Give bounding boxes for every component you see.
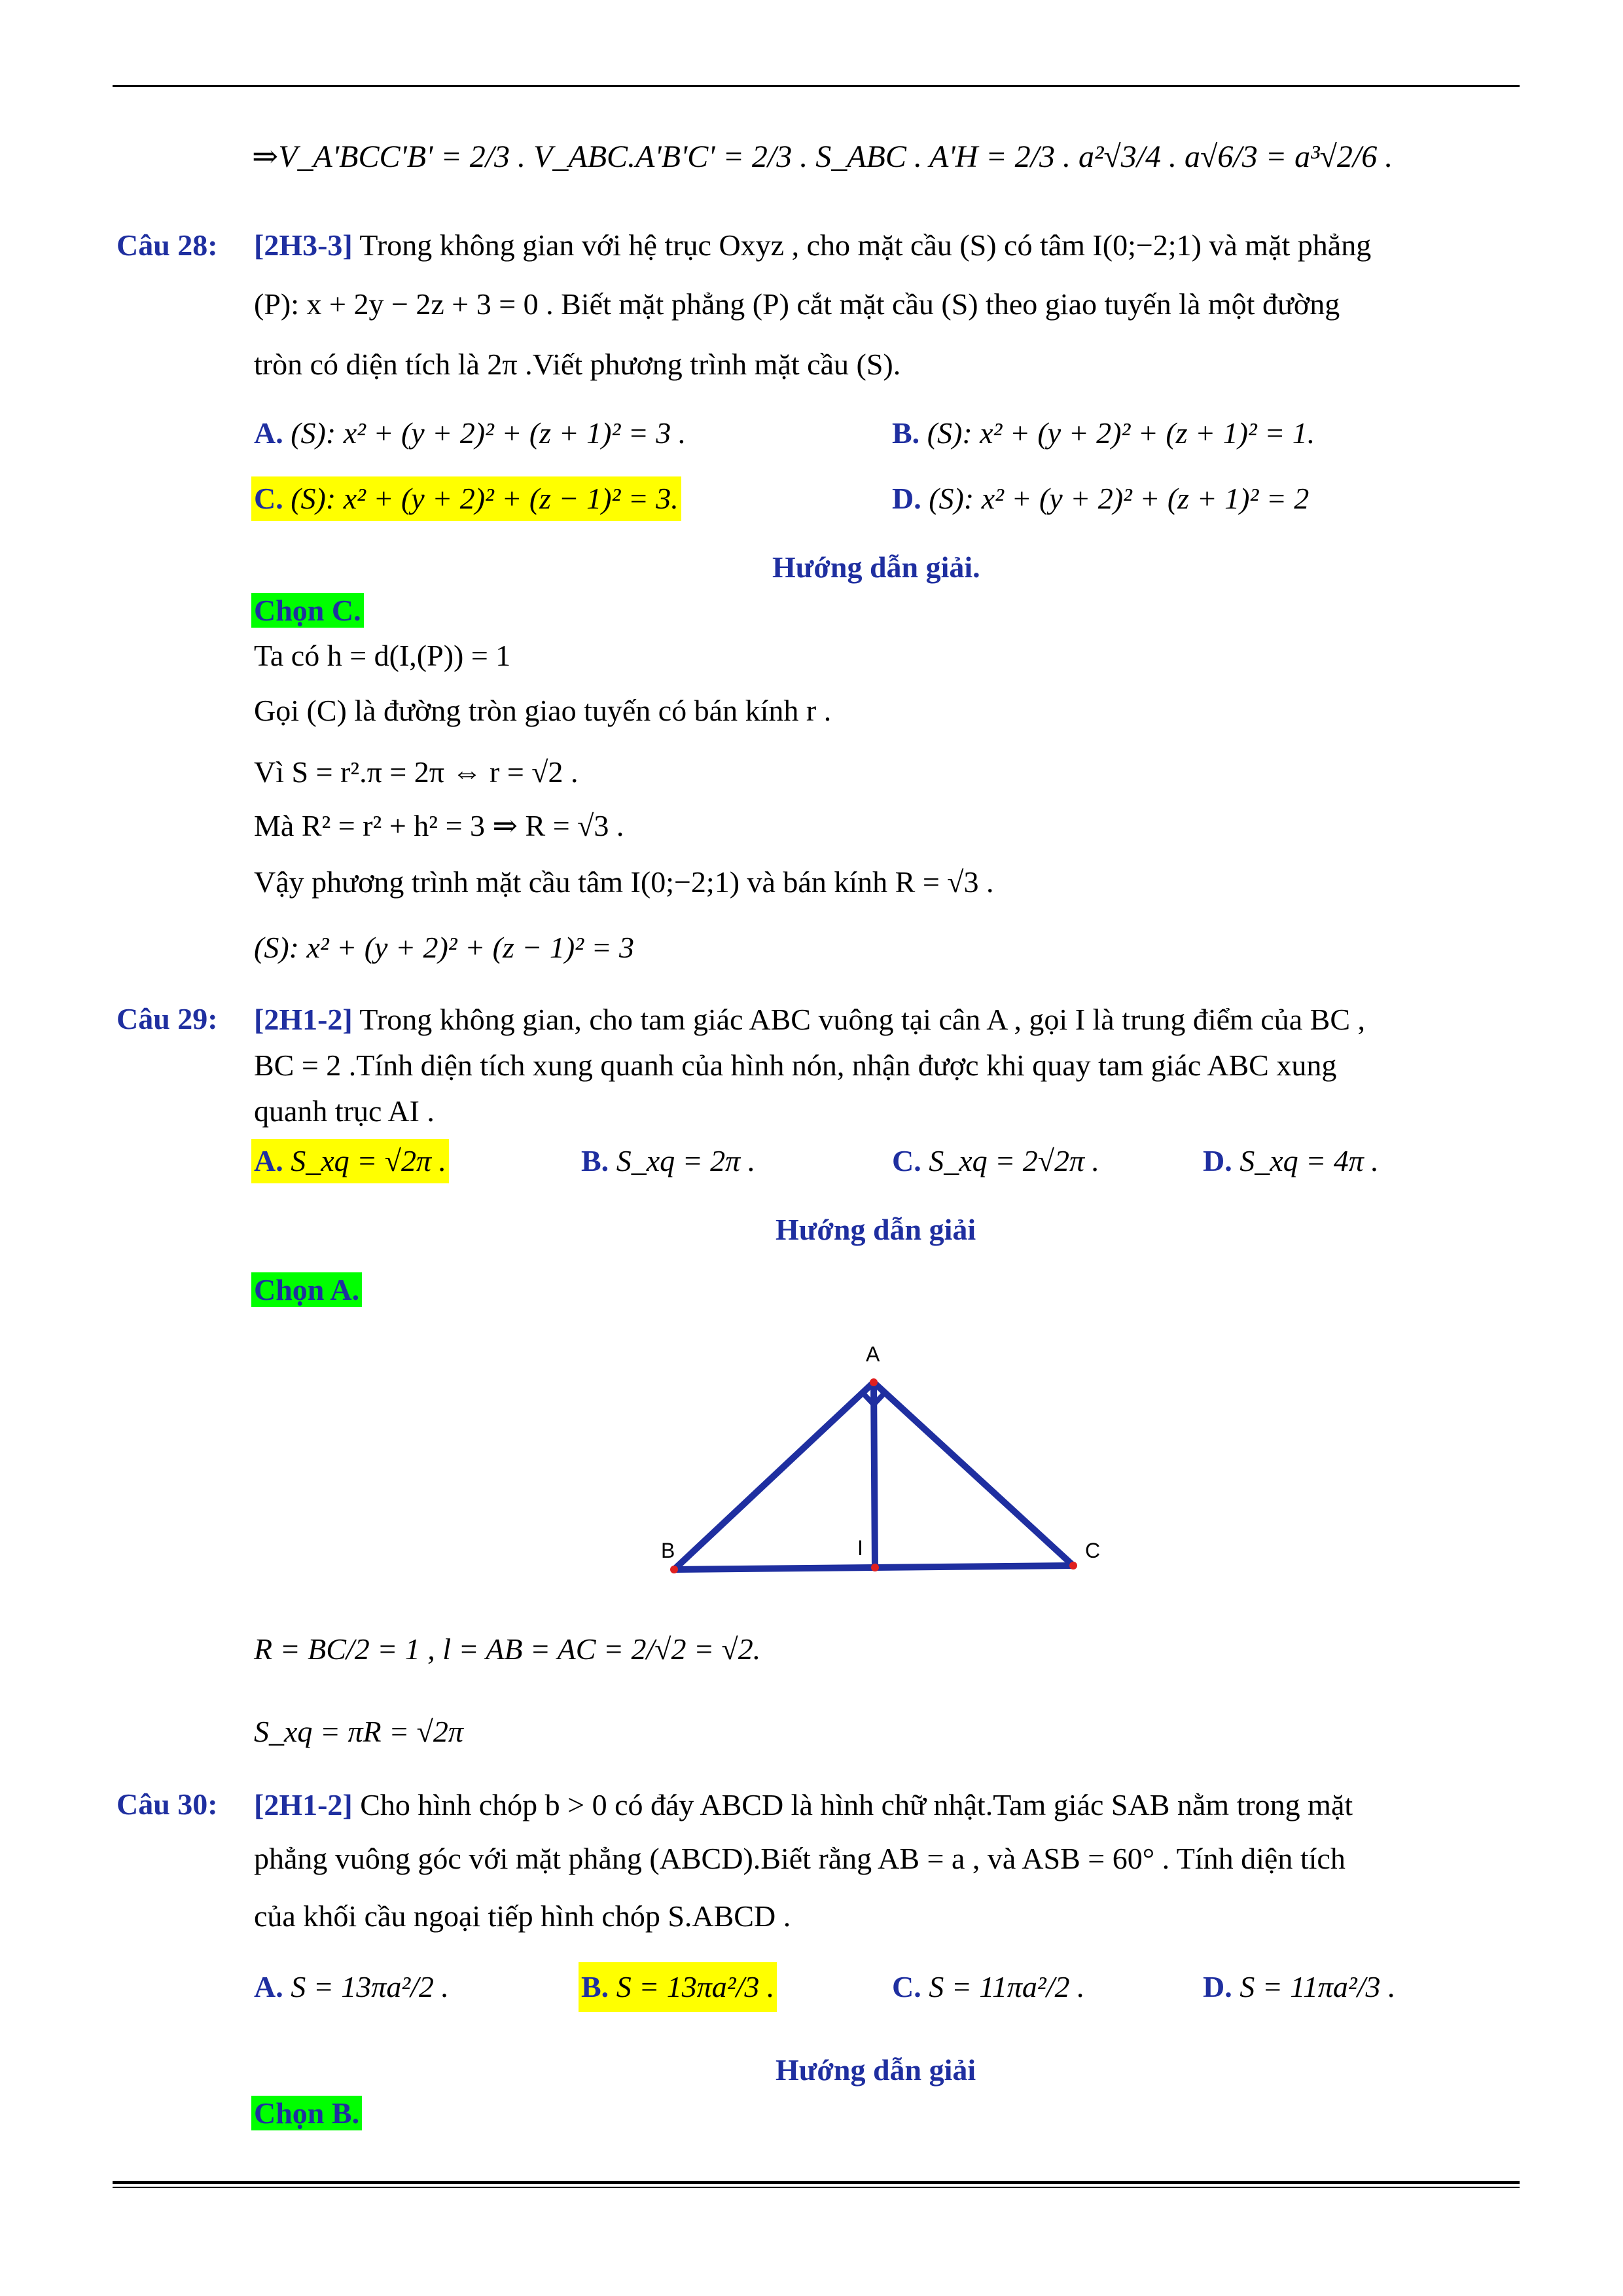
label-c: C: [1085, 1539, 1101, 1562]
q30-option-b[interactable]: [579, 1962, 777, 2012]
q29-option-c-text: S_xq = 2√2π .: [929, 1144, 1099, 1177]
q28-tag: [2H3-3]: [254, 228, 353, 262]
q29-guide-heading: Hướng dẫn giải: [776, 1213, 976, 1246]
q29-option-a[interactable]: [251, 1139, 449, 1183]
q30-option-c-label: C.: [892, 1970, 921, 2003]
q30-tag: [2H1-2]: [254, 1788, 353, 1821]
point-i: [871, 1564, 879, 1571]
q28-chosen-answer: Chọn C.: [251, 593, 364, 628]
q28-solution-3: Vì S = r².π = 2π ⇔ r = √2 .: [254, 755, 579, 789]
q28-solution-4: Mà R² = r² + h² = 3 ⇒ R = √3 .: [254, 809, 624, 842]
q28-guide-heading: Hướng dẫn giải.: [772, 550, 980, 584]
q30-option-a-label: A.: [254, 1970, 283, 2003]
q29-option-c-label: C.: [892, 1144, 921, 1177]
q28-option-b-label: B.: [892, 416, 920, 450]
q29-text1: Trong không gian, cho tam giác ABC vuông tại cân A , gọi I là trung điểm của BC ,: [359, 1003, 1365, 1036]
q28-option-d-text: (S): x² + (y + 2)² + (z + 1)² = 2: [929, 482, 1310, 515]
q29-option-c[interactable]: [892, 1141, 1099, 1181]
q28-option-b-text: (S): x² + (y + 2)² + (z + 1)² = 1.: [927, 416, 1315, 450]
q30-option-d[interactable]: [1203, 1967, 1395, 2007]
q28-solution-1: Ta có h = d(I,(P)) = 1: [254, 639, 511, 672]
q28-option-c-label: C.: [254, 482, 283, 515]
q30-chosen-answer: Chọn B.: [251, 2096, 362, 2130]
q28-option-c[interactable]: [251, 476, 681, 521]
q29-solution-1: R = BC/2 = 1 , l = AB = AC = 2/√2 = √2.: [254, 1632, 761, 1666]
q30-line1: [254, 1785, 1353, 1825]
header-formula: ⇒V_A'BCC'B' = 2/3 . V_ABC.A'B'C' = 2/3 . S_ABC . A'H = 2/3 . a²√3/4 . a√6/3 = a³√2/6 .: [252, 139, 1393, 174]
q29-chosen-answer: Chọn A.: [251, 1272, 362, 1307]
q29-option-d[interactable]: [1203, 1141, 1379, 1181]
q28-solution-6: (S): x² + (y + 2)² + (z − 1)² = 3: [254, 931, 635, 964]
q30-option-c[interactable]: [892, 1967, 1084, 2007]
label-i: I: [857, 1536, 863, 1560]
q29-option-b-label: B.: [581, 1144, 609, 1177]
q29-text2: BC = 2 .Tính diện tích xung quanh của hình nón, nhận được khi quay tam giác ABC xung: [254, 1049, 1337, 1082]
point-c: [1069, 1562, 1077, 1570]
bottom-rule-thick: [113, 2181, 1520, 2184]
q29-option-a-text: S_xq = √2π .: [291, 1144, 446, 1177]
bottom-rule-thin: [113, 2187, 1520, 2188]
q28-option-a-text: (S): x² + (y + 2)² + (z + 1)² = 3 .: [291, 416, 687, 450]
side-ac: [874, 1382, 1073, 1566]
point-b: [670, 1566, 678, 1573]
q28-line1: [254, 226, 1371, 265]
q29-option-d-text: S_xq = 4π .: [1240, 1144, 1379, 1177]
q30-guide-heading: Hướng dẫn giải: [776, 2053, 976, 2087]
q30-option-a[interactable]: [254, 1967, 449, 2007]
q28-option-d-label: D.: [892, 482, 921, 515]
q30-text1: Cho hình chóp b > 0 có đáy ABCD là hình chữ nhật.Tam giác SAB nằm trong mặt: [360, 1788, 1353, 1821]
q30-option-a-text: S = 13πa²/2 .: [291, 1970, 449, 2003]
q28-solution-2: Gọi (C) là đường tròn giao tuyến có bán kính r .: [254, 694, 832, 727]
q29-option-b-text: S_xq = 2π .: [616, 1144, 756, 1177]
label-b: B: [661, 1539, 675, 1562]
q30-option-d-text: S = 11πa²/3 .: [1240, 1970, 1396, 2003]
q30-option-b-text: S = 13πa²/3 .: [616, 1970, 775, 2003]
q28-label: Câu 28:: [116, 228, 218, 262]
q28-option-c-text: (S): x² + (y + 2)² + (z − 1)² = 3.: [291, 482, 679, 515]
q28-option-a[interactable]: [254, 414, 686, 453]
q28-text1: Trong không gian với hệ trục Oxyz , cho mặt cầu (S) có tâm I(0;−2;1) và mặt phẳng: [359, 228, 1372, 262]
point-a: [870, 1378, 878, 1386]
q28-option-a-label: A.: [254, 416, 283, 450]
q29-option-d-label: D.: [1203, 1144, 1232, 1177]
side-ab: [674, 1382, 874, 1570]
label-a: A: [866, 1342, 880, 1366]
q30-label: Câu 30:: [116, 1787, 218, 1821]
q29-solution-2: S_xq = πR = √2π: [254, 1715, 463, 1748]
median-ai: [874, 1382, 875, 1568]
q30-option-b-label: B.: [581, 1970, 609, 2003]
top-rule: [113, 85, 1520, 87]
q29-tag: [2H1-2]: [254, 1003, 353, 1036]
q28-option-d[interactable]: [892, 479, 1309, 518]
q29-option-b[interactable]: [581, 1141, 755, 1181]
q30-text2: phẳng vuông góc với mặt phẳng (ABCD).Biết rằng AB = a , và ASB = 60° . Tính diện tích: [254, 1842, 1346, 1875]
q29-label: Câu 29:: [116, 1002, 218, 1035]
q28-text2: (P): x + 2y − 2z + 3 = 0 . Biết mặt phẳng (P) cắt mặt cầu (S) theo giao tuyến là một đường: [254, 287, 1340, 321]
triangle-figure: [622, 1322, 1145, 1597]
q29-line1: [254, 1000, 1365, 1039]
q30-text3: của khối cầu ngoại tiếp hình chóp S.ABCD .: [254, 1899, 791, 1933]
q28-text3: tròn có diện tích là 2π .Viết phương trình mặt cầu (S).: [254, 348, 901, 381]
q30-option-c-text: S = 11πa²/2 .: [929, 1970, 1085, 2003]
q30-option-d-label: D.: [1203, 1970, 1232, 2003]
q28-option-b[interactable]: [892, 414, 1315, 453]
q28-solution-5: Vậy phương trình mặt cầu tâm I(0;−2;1) và bán kính R = √3 .: [254, 865, 994, 899]
q29-option-a-label: A.: [254, 1144, 283, 1177]
q29-text3: quanh trục AI .: [254, 1094, 435, 1128]
